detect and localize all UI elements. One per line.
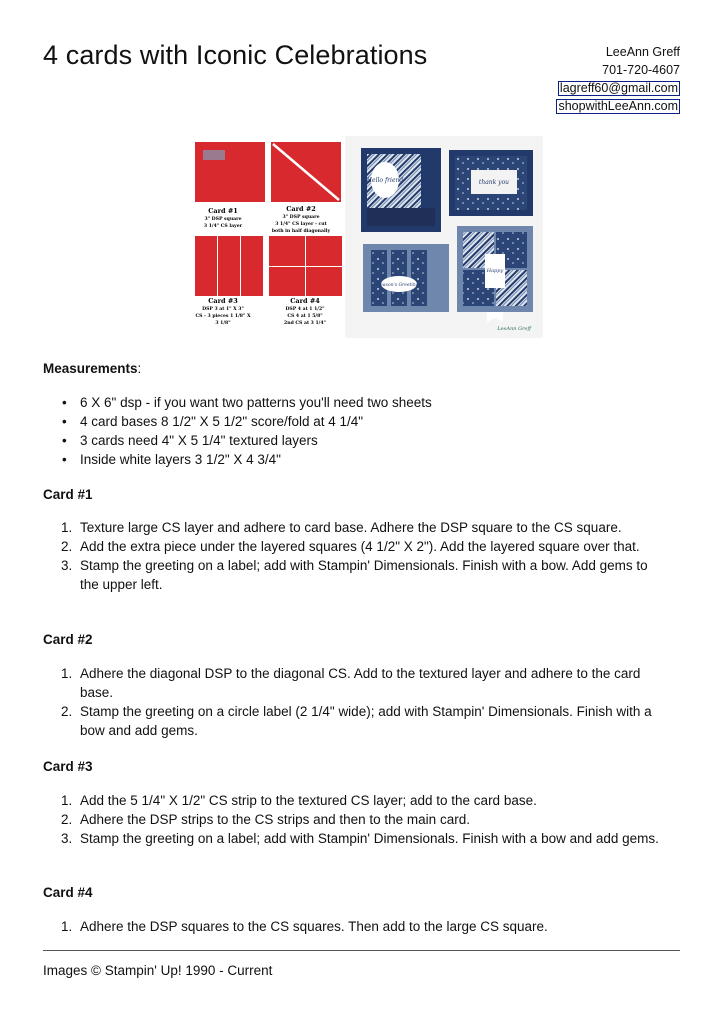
photo-greeting-2: thank you <box>478 179 510 186</box>
card2-steps <box>61 664 661 740</box>
card2-line3: both in half diagonally <box>271 229 331 234</box>
website-link[interactable]: shopwithLeeAnn.com <box>558 99 678 113</box>
card2-line1: 3" DSP square <box>282 215 320 220</box>
photo-card-1 <box>361 148 441 232</box>
card3-steps <box>61 791 661 848</box>
card3-title: Card #3 <box>208 297 238 305</box>
card4-square-4 <box>306 267 342 296</box>
list-item: 2. Adhere the DSP strips to the CS strips and then to the main card. <box>61 812 470 827</box>
photo-card-3 <box>363 244 449 312</box>
cut-diagram-svg <box>193 136 345 338</box>
card2-line2: 3 1/4" CS layer - cut <box>275 222 327 227</box>
card4-title: Card #4 <box>290 297 320 305</box>
page-title: 4 cards with Iconic Celebrations <box>43 40 428 70</box>
photo-card-2 <box>449 150 533 216</box>
list-item: • Inside white layers 3 1/2" X 4 3/4" <box>62 450 432 469</box>
measurements-label: Measurements <box>43 361 138 376</box>
card4-square-3 <box>269 267 305 296</box>
card3-strip-1 <box>195 236 217 296</box>
list-item: • 4 card bases 8 1/2" X 5 1/2" score/fold at 4 1/4" <box>62 412 432 431</box>
card4-line3: 2nd CS at 3 1/4" <box>284 321 326 326</box>
list-item: 3. Stamp the greeting on a label; add with Stampin' Dimensionals. Finish with a bow. Add gems to the upper left. <box>61 558 648 592</box>
card1-line2: 3 1/4" CS layer <box>203 224 243 229</box>
contact-name: LeeAnn Greff <box>605 45 680 59</box>
card1-line1: 3" DSP square <box>204 217 242 222</box>
card3-strip-2 <box>218 236 240 296</box>
cut-diagram-image <box>193 136 345 338</box>
card4-line2: CS 4 at 1 5/8" <box>287 314 323 319</box>
footer-divider <box>43 950 680 951</box>
list-item: • 3 cards need 4" X 5 1/4" textured layers <box>62 431 432 450</box>
email-link[interactable]: lagreff60@gmail.com <box>559 81 678 95</box>
list-item: 3. Stamp the greeting on a label; add with Stampin' Dimensionals. Finish with a bow and add gems. <box>61 831 659 846</box>
list-item: 2. Add the extra piece under the layered squares (4 1/2" X 2"). Add the layered square over that. <box>61 539 640 554</box>
contact-phone: 701-720-4607 <box>602 63 680 77</box>
photo-signature: LeeAnn Greff <box>497 326 531 332</box>
list-item: 1. Adhere the DSP squares to the CS squares. Then add to the large CS square. <box>61 919 548 934</box>
list-item: 1. Texture large CS layer and adhere to card base. Adhere the DSP square to the CS square. <box>61 520 622 535</box>
card1-title: Card #1 <box>208 207 238 215</box>
card3-line3: 3 1/8" <box>215 321 231 326</box>
measurements-list <box>62 393 432 469</box>
list-item: 1. Add the 5 1/4" X 1/2" CS strip to the textured CS layer; add to the card base. <box>61 793 537 808</box>
card1-steps <box>61 518 661 594</box>
footer-copyright: Images © Stampin' Up! 1990 - Current <box>43 963 273 978</box>
list-item: • 6 X 6" dsp - if you want two patterns you'll need two sheets <box>62 393 432 412</box>
card4-heading: Card #4 <box>43 885 93 900</box>
card4-square-1 <box>269 236 305 266</box>
card2-title: Card #2 <box>286 205 316 213</box>
measurements-heading <box>43 361 141 376</box>
measurements-colon: : <box>137 361 142 376</box>
card4-steps <box>61 917 661 936</box>
list-item: 2. Stamp the greeting on a circle label (2 1/4" wide); add with Stampin' Dimensionals. Finish with a bow and add gems. <box>61 704 652 738</box>
cards-photo-svg <box>345 136 543 338</box>
cards-photo <box>345 136 543 338</box>
photo-greeting-4: Happy <box>486 268 504 274</box>
card1-heading: Card #1 <box>43 487 93 502</box>
card4-line1: DSP 4 at 1 1/2" <box>285 307 325 312</box>
card3-line1: DSP 3 at 1" X 3" <box>202 307 244 312</box>
card4-square-2 <box>306 236 342 266</box>
card3-heading: Card #3 <box>43 759 93 774</box>
contact-block <box>556 43 680 115</box>
card1-dsp-sample <box>203 150 225 160</box>
photo-greeting-3: Season's Greetings <box>377 283 421 288</box>
photo-card-4 <box>457 226 533 322</box>
photo-greeting-1: Hello friend <box>366 177 404 184</box>
card2-heading: Card #2 <box>43 632 93 647</box>
card3-strip-3 <box>241 236 263 296</box>
list-item: 1. Adhere the diagonal DSP to the diagonal CS. Add to the textured layer and adhere to the card base. <box>61 666 641 700</box>
card3-line2: CS - 3 pieces 1 1/8" X <box>195 314 251 319</box>
